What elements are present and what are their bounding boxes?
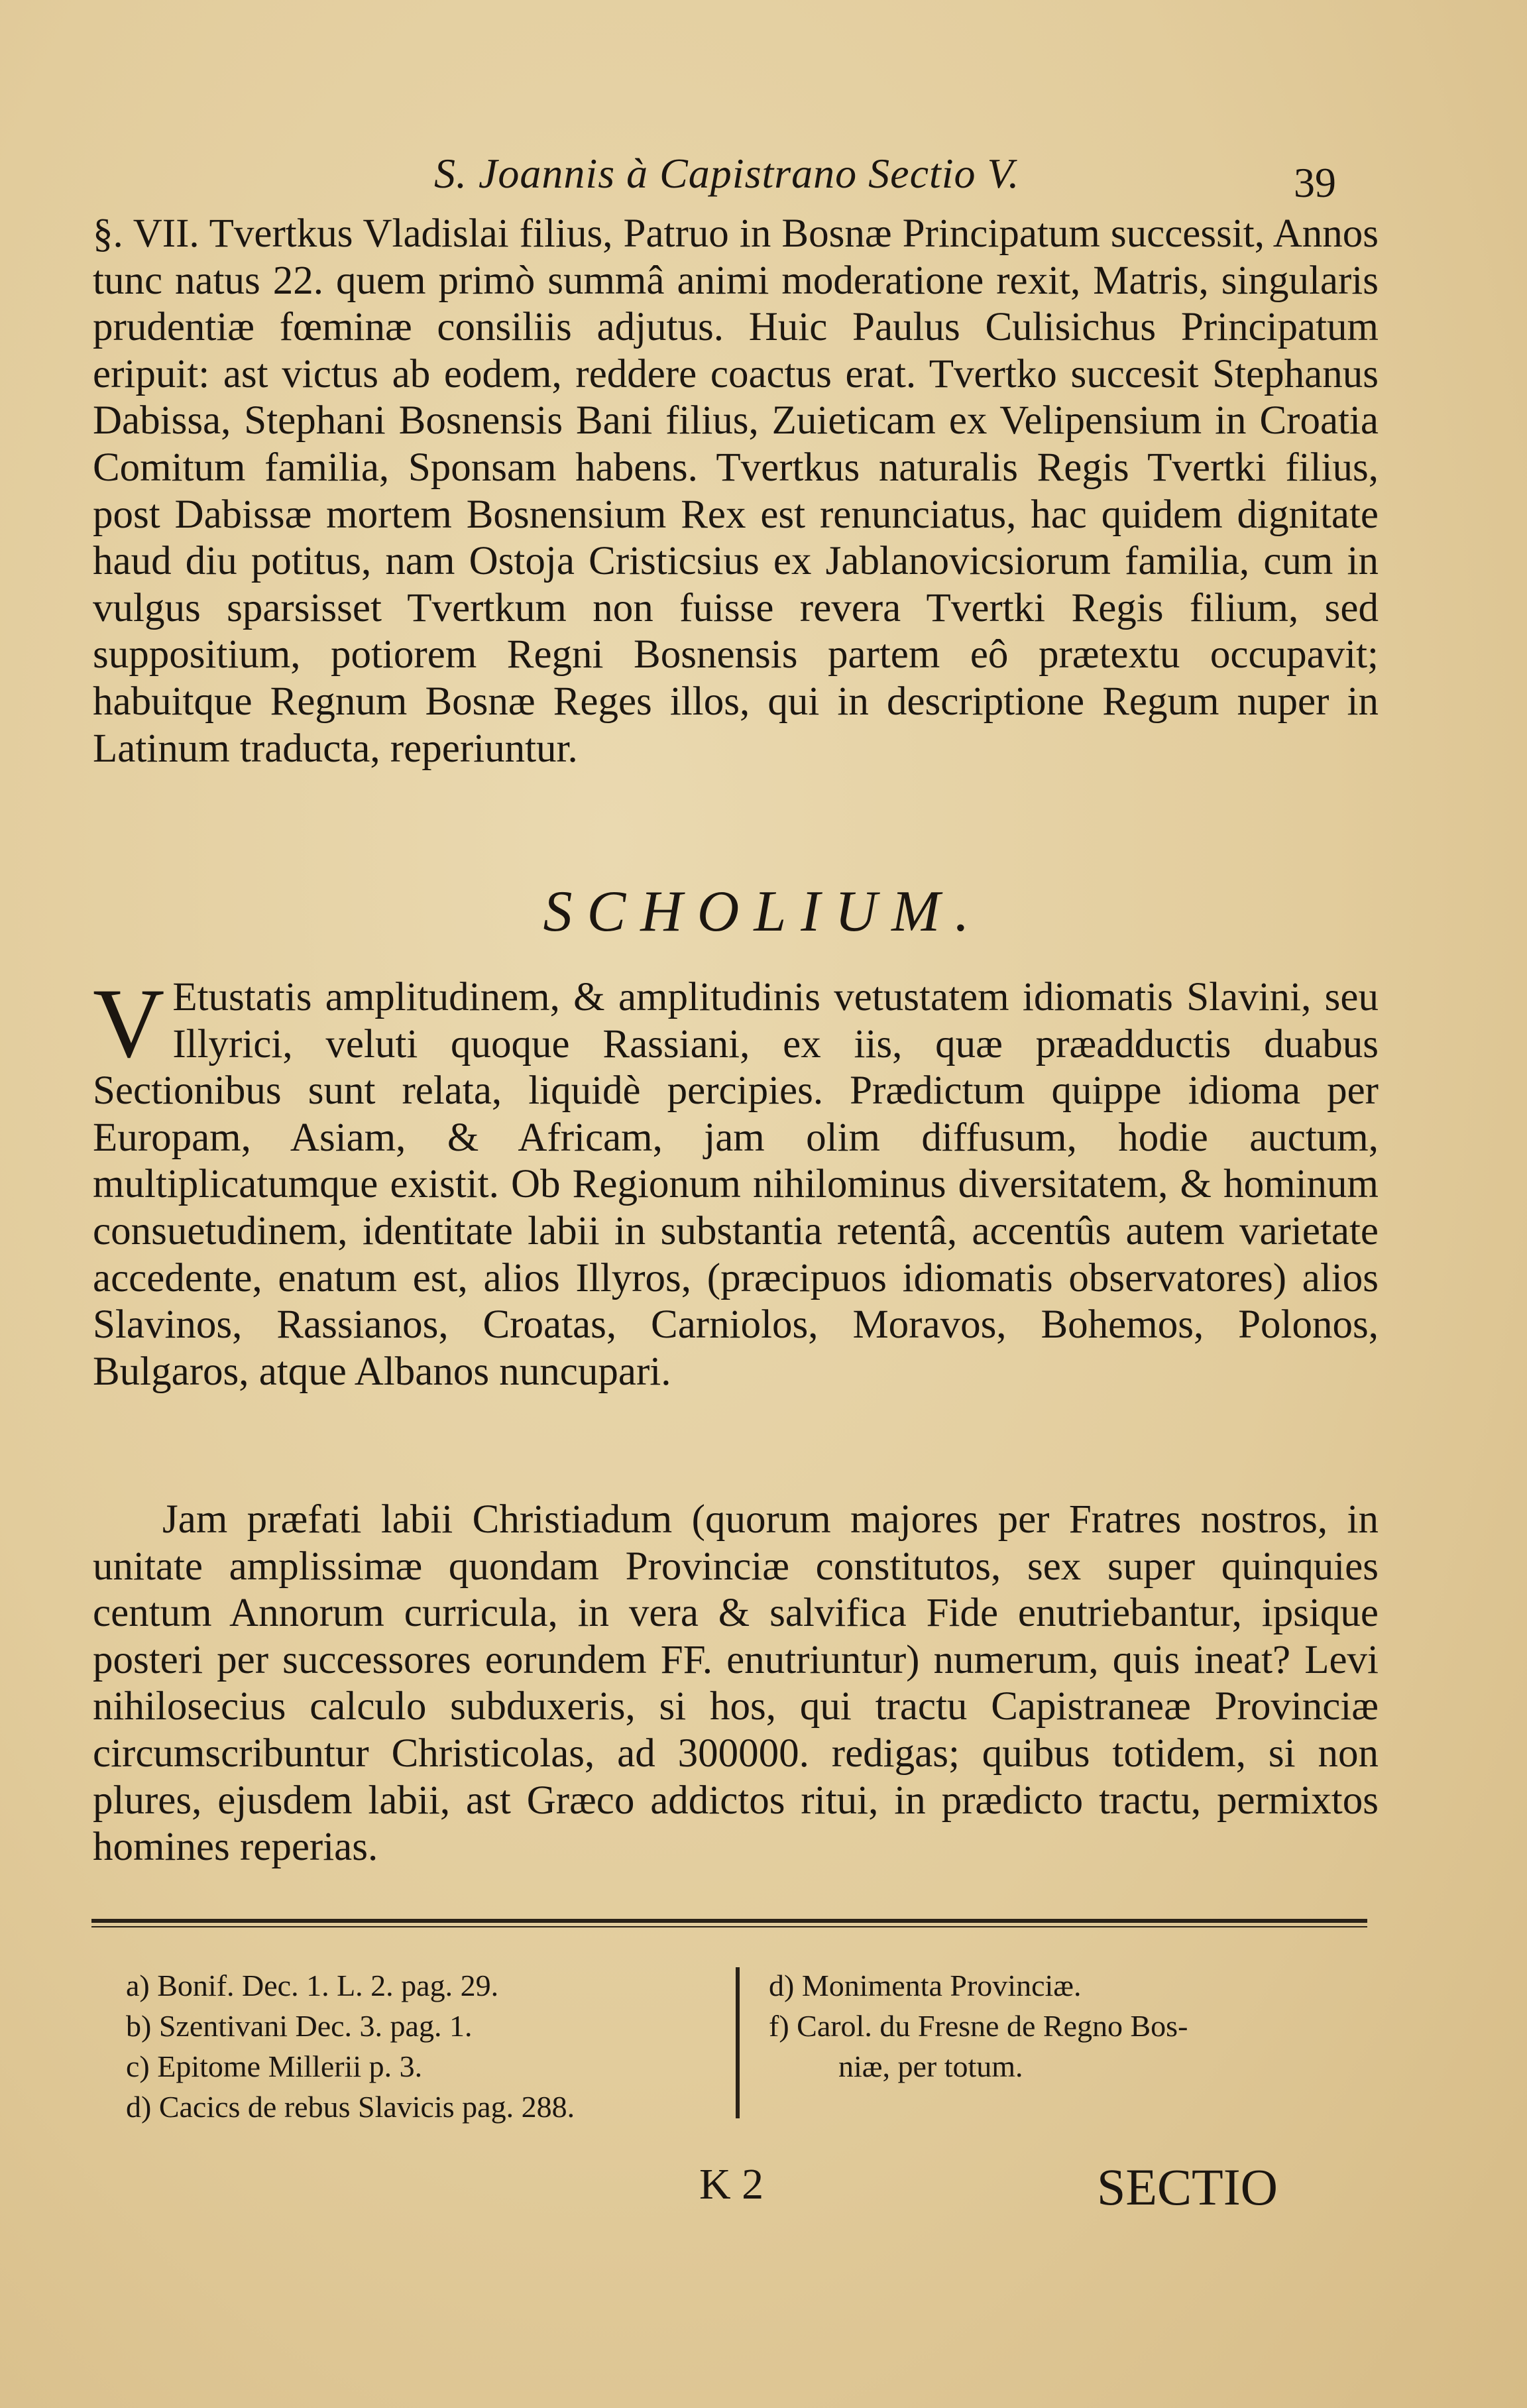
footnotes-left [126,1965,709,2127]
footnote-f: f) Carol. du Fresne de Regno Bos- [769,2009,1188,2043]
footnote-rule-top [91,1919,1367,1923]
footnotes-right [769,1965,1405,2087]
running-head-title: S. Joannis à Capistrano Sectio V. [434,150,1020,197]
footnote-column-divider [736,1967,740,2118]
footnote-c: c) Epitome Millerii p. 3. [126,2049,423,2083]
footnote-rule-bottom [91,1926,1367,1927]
signature-mark: K 2 [699,2160,764,2208]
catchword: SECTIO [1097,2158,1278,2216]
footnote-d-monimenta: d) Monimenta Provinciæ. [769,1969,1082,2002]
footnote-a: a) Bonif. Dec. 1. L. 2. pag. 29. [126,1969,499,2002]
scholium-paragraph-2 [93,1497,1379,1871]
footnote-f-continued: niæ, per totum. [838,2049,1023,2083]
scholium-heading: SCHOLIUM. [543,880,984,944]
footnote-b: b) Szentivani Dec. 3. pag. 1. [126,2009,473,2043]
drop-cap: V [93,968,165,1078]
scholium-paragraph-2-text: Jam præfati labii Christiadum (quorum majores per Fratres nostros, in unitate amplissimæ quondam Provinciæ constitutos, sex super quinquies centum Annorum curricula, in vera & salvifica Fide enutriebantur, ipsique posteri per successores eorundem FF. enutriuntur) numerum, quis ineat? Levi nihilosecius calculo subduxeris, si hos, qui tractu Capistraneæ Provinciæ circumscribuntur Christicolas, ad 300000. redigas; quibus totidem, si non plures, ejusdem labii, ast Græco addictos ritui, in prædicto tractu, permixtos homines reperias. [93,1497,1379,1870]
scholium-paragraph-1 [93,968,1379,1395]
running-head [0,149,1527,209]
footnote-d: d) Cacics de rebus Slavicis pag. 288. [126,2090,575,2124]
section-vii-paragraph [93,211,1379,772]
page-number: 39 [1294,159,1336,206]
section-vii-text: §. VII. Tvertkus Vladislai filius, Patruo in Bosnæ Principatum successit, Annos tunc natus 22. quem primò summâ animi moderatione rexit, Matris, singularis prudentiæ fœminæ consiliis adjutus. Huic Paulus Culisichus Principatum eripuit: ast victus ab eodem, reddere coactus erat. Tvertko succesit Stephanus Dabissa, Stephani Bosnensis Bani filius, Zuieticam ex Velipensium in Croatia Comitum familia, Sponsam habens. Tvertkus naturalis Regis Tvertki filius, post Dabissæ mortem Bosnensium Rex est renunciatus, hac quidem dignitate haud diu potitus, nam Ostoja Cristicsius ex Jablanovicsiorum familia, cum in vulgus sparsisset Tvertkum non fuisse revera Tvertki Regis filium, sed suppositium, potiorem Regni Bosnensis partem eô prætextu occupavit; habuitque Regnum Bosnæ Reges illos, qui in descriptione Regum nuper in Latinum traducta, reperiuntur. [93,211,1379,771]
scholium-paragraph-1-text: Etustatis amplitudinem, & amplitudinis vetustatem idiomatis Slavini, seu Illyrici, veluti quoque Rassiani, ex iis, quæ præadductis duabus Sectionibus sunt relata, liquidè percipies. Prædictum quippe idioma per Europam, Asiam, & Africam, jam olim diffusum, hodie auctum, multiplicatumque existit. Ob Regionum nihilominus diversitatem, & hominum consuetudinem, identitate labii in substantia retentâ, accentûs autem varietate accedente, enatum est, alios Illyros, (præcipuos idiomatis observatores) alios Slavinos, Rassianos, Croatas, Carniolos, Moravos, Bohemos, Polonos, Bulgaros, atque Albanos nuncupari. [93,975,1379,1394]
